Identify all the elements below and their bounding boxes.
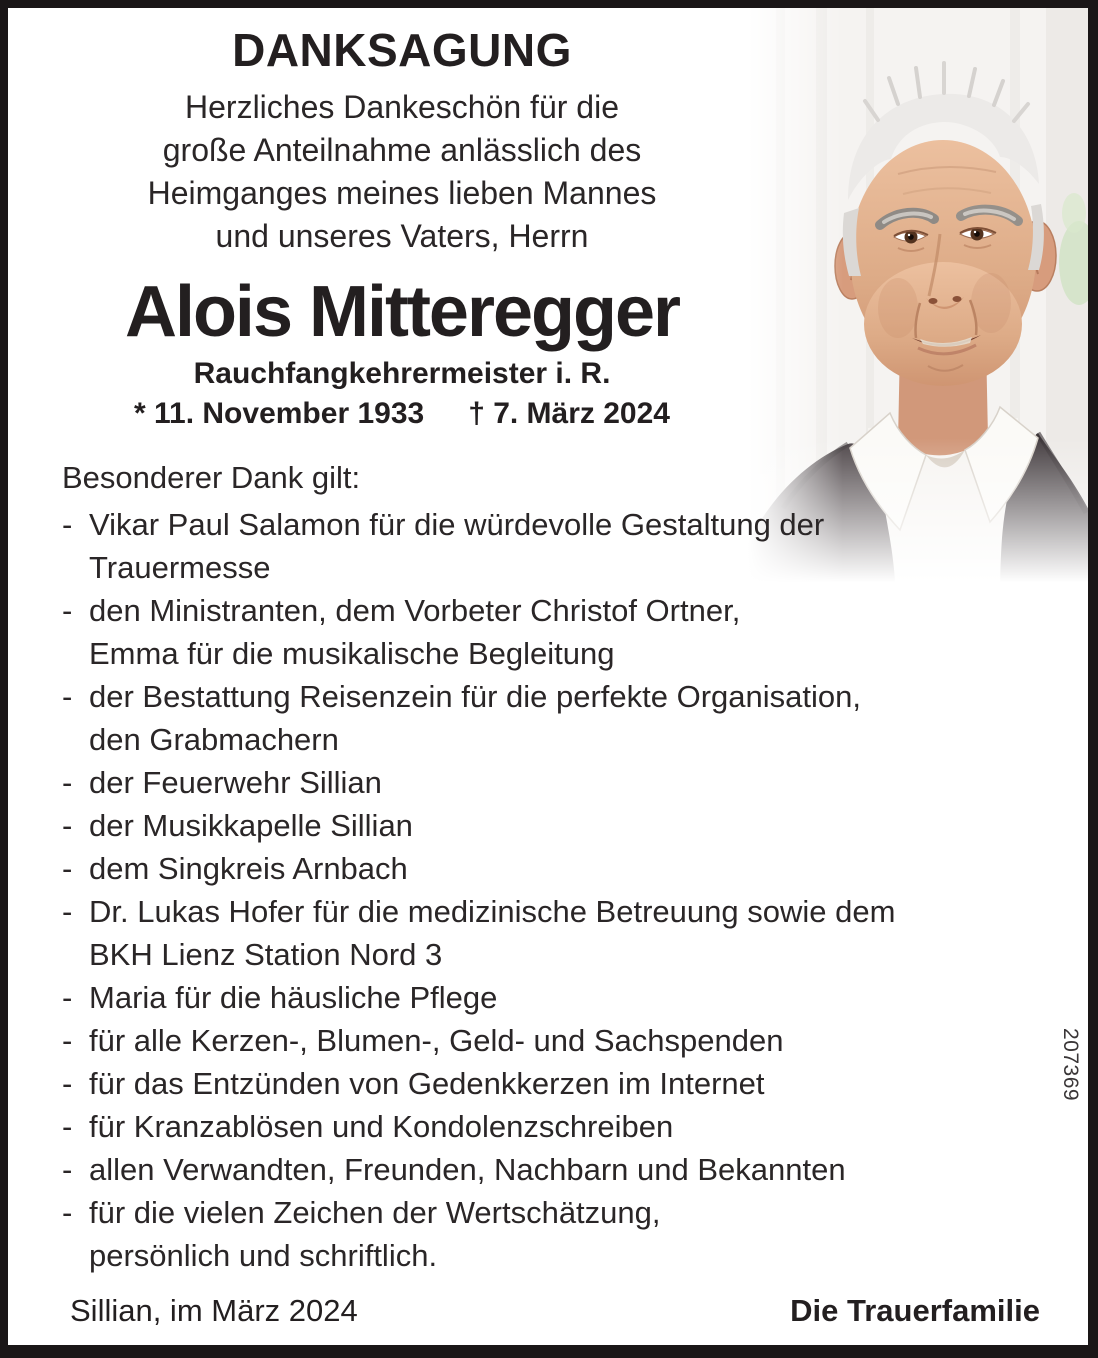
thanks-line-text: der Feuerwehr Sillian (89, 765, 382, 800)
bullet-dash: - (62, 1195, 73, 1230)
thanks-list (62, 503, 1042, 1277)
thanks-line (62, 761, 1042, 804)
bullet-dash: - (62, 1066, 73, 1101)
thanks-line (62, 890, 1042, 933)
bullet-dash: - (62, 1109, 73, 1144)
thanks-line-text: Trauermesse (89, 550, 271, 585)
thanks-line (62, 1019, 1042, 1062)
thanks-line-text: BKH Lienz Station Nord 3 (89, 937, 443, 972)
thanks-line (62, 718, 1042, 761)
thanks-line-text: Maria für die häusliche Pflege (89, 980, 498, 1015)
thanks-line-text: für alle Kerzen-, Blumen-, Geld- und Sachspenden (89, 1023, 784, 1058)
thanks-line-text: den Grabmachern (89, 722, 339, 757)
thanks-line-text: der Bestattung Reisenzein für die perfekte Organisation, (89, 679, 862, 714)
life-dates (8, 396, 796, 432)
bullet-dash (62, 632, 89, 675)
thanks-line-text: persönlich und schriftlich. (89, 1238, 438, 1273)
thanks-line (62, 1191, 1042, 1234)
thanks-line-text: Dr. Lukas Hofer für die medizinische Betreuung sowie dem (89, 894, 896, 929)
thanks-line-text: Vikar Paul Salamon für die würdevolle Gestaltung der (89, 507, 825, 542)
thanks-line-text: dem Singkreis Arnbach (89, 851, 408, 886)
bullet-dash: - (62, 894, 73, 929)
thanks-section (62, 456, 1042, 1277)
thanks-line (62, 847, 1042, 890)
bullet-dash: - (62, 765, 73, 800)
thanks-line-text: für das Entzünden von Gedenkkerzen im Internet (89, 1066, 765, 1101)
notice-content (8, 8, 1088, 1277)
bullet-dash: - (62, 507, 73, 542)
thanks-line (62, 675, 1042, 718)
bullet-dash: - (62, 1152, 73, 1187)
death-date: † 7. März 2024 (468, 397, 670, 430)
thanks-line (62, 976, 1042, 1019)
footer (70, 1293, 1040, 1329)
intro-line: Heimganges meines lieben Mannes (147, 175, 657, 211)
bullet-dash (62, 1234, 89, 1277)
thanks-line-text: allen Verwandten, Freunden, Nachbarn und Bekannten (89, 1152, 846, 1187)
notice-title: DANKSAGUNG (232, 24, 572, 76)
intro-line: und unseres Vaters, Herrn (215, 218, 589, 254)
birth-date: * 11. November 1933 (134, 397, 425, 430)
bullet-dash: - (62, 808, 73, 843)
bullet-dash (62, 933, 89, 976)
thanks-line-text: den Ministranten, dem Vorbeter Christof Ortner, (89, 593, 741, 628)
thanks-line (62, 804, 1042, 847)
thanks-line (62, 503, 1042, 546)
thanks-line (62, 632, 1042, 675)
thanks-line (62, 1062, 1042, 1105)
intro-text (8, 86, 796, 258)
thanks-line-text: für die vielen Zeichen der Wertschätzung, (89, 1195, 661, 1230)
place-date: Sillian, im März 2024 (70, 1293, 358, 1328)
intro-line: große Anteilnahme anlässlich des (162, 132, 642, 168)
thanks-line (62, 546, 1042, 589)
bullet-dash (62, 718, 89, 761)
thanks-line (62, 589, 1042, 632)
deceased-name: Alois Mitteregger (124, 272, 680, 352)
thanks-line-text: für Kranzablösen und Kondolenzschreiben (89, 1109, 674, 1144)
thanks-line (62, 1234, 1042, 1277)
thanks-line (62, 1148, 1042, 1191)
intro-line: Herzliches Dankeschön für die (185, 89, 619, 125)
bullet-dash: - (62, 679, 73, 714)
thanks-line (62, 1105, 1042, 1148)
bullet-dash: - (62, 980, 73, 1015)
thanks-line-text: der Musikkapelle Sillian (89, 808, 413, 843)
thanks-heading: Besonderer Dank gilt: (62, 460, 361, 495)
print-reference-number: 207369 (1059, 1028, 1082, 1102)
thanks-line (62, 933, 1042, 976)
header-column (8, 8, 796, 432)
signature: Die Trauerfamilie (790, 1293, 1040, 1328)
deceased-profession: Rauchfangkehrermeister i. R. (193, 357, 611, 390)
bullet-dash: - (62, 1023, 73, 1058)
bullet-dash: - (62, 851, 73, 886)
bullet-dash (62, 546, 89, 589)
thanks-line-text: Emma für die musikalische Begleitung (89, 636, 615, 671)
bullet-dash: - (62, 593, 73, 628)
